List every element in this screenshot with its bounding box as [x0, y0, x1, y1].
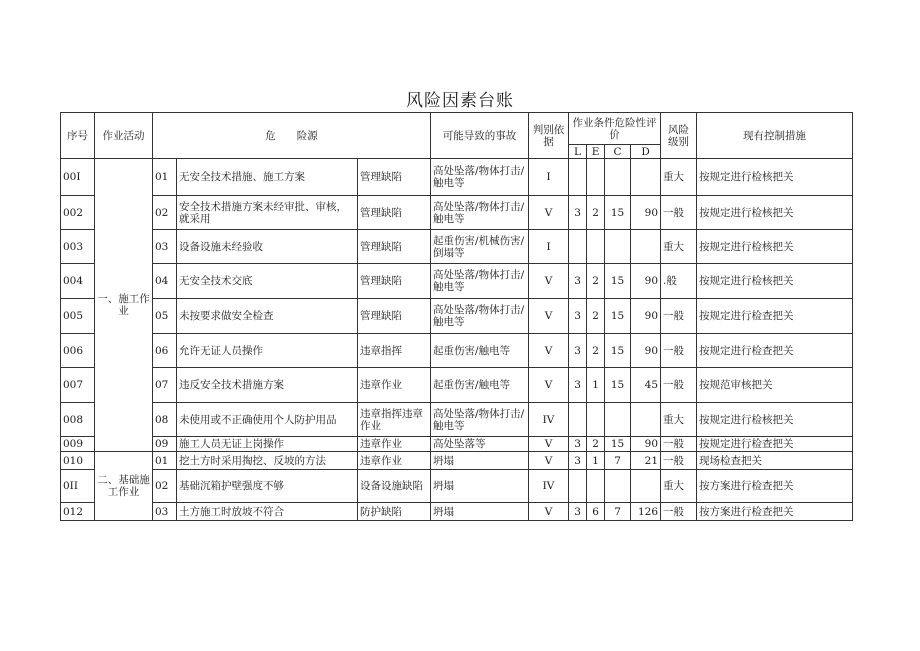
table-row [61, 470, 853, 503]
header-basis: 判别依据 [529, 113, 569, 159]
row-category: 管理缺陷 [358, 230, 431, 264]
row-desc: 未使用或不正确使用个人防护用品 [177, 403, 358, 437]
row-consequence: 高处坠落/物体打击/触电等 [431, 264, 529, 299]
row-category: 管理缺陷 [358, 299, 431, 334]
row-control: 按方案进行检查把关 [697, 470, 853, 503]
row-level: 一般 [661, 368, 697, 403]
row-e: 2 [587, 196, 605, 230]
row-d: 90 [631, 334, 661, 368]
row-sub: 01 [153, 452, 177, 470]
header-lec: 作业条件危险性评价 [569, 113, 661, 145]
row-l: 3 [569, 368, 587, 403]
row-c [605, 470, 631, 503]
row-basis: V [529, 437, 569, 452]
row-consequence: 高处坠落/物体打击/触电等 [431, 196, 529, 230]
row-e [587, 470, 605, 503]
row-c: 15 [605, 368, 631, 403]
header-hazard: 危 险源 [153, 113, 431, 159]
row-l [569, 470, 587, 503]
row-category: 违章指挥违章作业 [358, 403, 431, 437]
row-consequence: 起重伤害/触电等 [431, 334, 529, 368]
row-c: 15 [605, 334, 631, 368]
row-e [587, 230, 605, 264]
row-e: 2 [587, 299, 605, 334]
row-category: 设备设施缺陷 [358, 470, 431, 503]
row-d: 90 [631, 196, 661, 230]
row-basis: V [529, 264, 569, 299]
table-row [61, 452, 853, 470]
row-category: 违章作业 [358, 452, 431, 470]
row-consequence: 高处坠落/物体打击/触电等 [431, 159, 529, 196]
row-l [569, 159, 587, 196]
row-c [605, 159, 631, 196]
row-level: 一般 [661, 452, 697, 470]
header-seq: 序号 [61, 113, 95, 159]
row-desc: 未按要求做安全检查 [177, 299, 358, 334]
row-consequence: 起重伤害/机械伤害/倒塌等 [431, 230, 529, 264]
row-desc: 违反安全技术措施方案 [177, 368, 358, 403]
row-c: 15 [605, 437, 631, 452]
row-c: 15 [605, 264, 631, 299]
row-desc: 挖土方时采用掏挖、反坡的方法 [177, 452, 358, 470]
row-category: 管理缺陷 [358, 159, 431, 196]
row-sub: 03 [153, 503, 177, 521]
row-seq: 006 [61, 334, 95, 368]
header-activity: 作业活动 [95, 113, 153, 159]
row-control: 按规范审核把关 [697, 368, 853, 403]
table-row [61, 299, 853, 334]
header-consequence: 可能导致的事故 [431, 113, 529, 159]
row-c [605, 230, 631, 264]
row-e: 1 [587, 368, 605, 403]
row-level: 重大 [661, 403, 697, 437]
table-row [61, 368, 853, 403]
row-category: 管理缺陷 [358, 196, 431, 230]
row-control: 按规定进行检查把关 [697, 437, 853, 452]
row-control: 按规定进行检查把关 [697, 299, 853, 334]
row-sub: 05 [153, 299, 177, 334]
row-consequence: 高处坠落/物体打击/触电等 [431, 299, 529, 334]
row-consequence: 起重伤害/触电等 [431, 368, 529, 403]
row-e: 6 [587, 503, 605, 521]
row-l: 3 [569, 264, 587, 299]
row-l [569, 403, 587, 437]
row-sub: 01 [153, 159, 177, 196]
row-level: .般 [661, 264, 697, 299]
header-c: C [605, 145, 631, 159]
row-d [631, 159, 661, 196]
row-seq: 012 [61, 503, 95, 521]
row-c: 15 [605, 196, 631, 230]
table-row [61, 230, 853, 264]
row-d: 90 [631, 437, 661, 452]
row-desc: 无安全技术措施、施工方案 [177, 159, 358, 196]
row-basis: V [529, 196, 569, 230]
row-c: 7 [605, 503, 631, 521]
row-basis: V [529, 452, 569, 470]
row-desc: 无安全技术交底 [177, 264, 358, 299]
row-d: 45 [631, 368, 661, 403]
row-consequence: 高处坠落等 [431, 437, 529, 452]
row-d [631, 230, 661, 264]
row-d: 21 [631, 452, 661, 470]
row-category: 违章作业 [358, 368, 431, 403]
row-basis: V [529, 503, 569, 521]
row-category: 违章作业 [358, 437, 431, 452]
row-desc: 施工人员无证上岗操作 [177, 437, 358, 452]
row-l: 3 [569, 503, 587, 521]
row-sub: 04 [153, 264, 177, 299]
row-l: 3 [569, 334, 587, 368]
row-d: 90 [631, 299, 661, 334]
table-row [61, 403, 853, 437]
row-control: 按规定进行检查把关 [697, 334, 853, 368]
row-seq: 010 [61, 452, 95, 470]
row-consequence: 坍塌 [431, 470, 529, 503]
row-seq: 00I [61, 159, 95, 196]
row-sub: 02 [153, 196, 177, 230]
row-control: 按规定进行检核把关 [697, 264, 853, 299]
row-level: 一般 [661, 334, 697, 368]
row-consequence: 坍塌 [431, 452, 529, 470]
activity-group: 一、施工作业 [95, 159, 153, 452]
row-level: 重大 [661, 159, 697, 196]
row-l: 3 [569, 299, 587, 334]
row-l [569, 230, 587, 264]
row-sub: 07 [153, 368, 177, 403]
row-control: 现场检查把关 [697, 452, 853, 470]
row-basis: V [529, 299, 569, 334]
row-basis: V [529, 368, 569, 403]
row-e: 1 [587, 452, 605, 470]
row-control: 按方案进行检查把关 [697, 503, 853, 521]
header-e: E [587, 145, 605, 159]
risk-register-table [60, 112, 853, 521]
row-e: 2 [587, 334, 605, 368]
row-level: 一般 [661, 503, 697, 521]
row-consequence: 高处坠落/物体打击/触电等 [431, 403, 529, 437]
row-sub: 03 [153, 230, 177, 264]
row-seq: 0II [61, 470, 95, 503]
row-control: 按规定进行检核把关 [697, 196, 853, 230]
row-desc: 土方施工时放坡不符合 [177, 503, 358, 521]
row-control: 按规定进行检核把关 [697, 230, 853, 264]
row-c: 7 [605, 452, 631, 470]
row-desc: 设备设施未经验收 [177, 230, 358, 264]
table-row [61, 437, 853, 452]
row-seq: 002 [61, 196, 95, 230]
row-sub: 09 [153, 437, 177, 452]
document-title: 风险因素台账 [406, 91, 514, 111]
row-d [631, 470, 661, 503]
row-basis: V [529, 334, 569, 368]
row-e: 2 [587, 437, 605, 452]
table-row [61, 503, 853, 521]
row-l: 3 [569, 196, 587, 230]
row-basis: I [529, 230, 569, 264]
row-c: 15 [605, 299, 631, 334]
row-sub: 02 [153, 470, 177, 503]
row-d [631, 403, 661, 437]
row-control: 按规定进行检核把关 [697, 403, 853, 437]
header-level: 风险级别 [661, 113, 697, 159]
row-category: 管理缺陷 [358, 264, 431, 299]
table-row [61, 334, 853, 368]
header-l: L [569, 145, 587, 159]
row-seq: 009 [61, 437, 95, 452]
header-control: 现有控制措施 [697, 113, 853, 159]
row-desc: 允许无证人员操作 [177, 334, 358, 368]
row-seq: 005 [61, 299, 95, 334]
row-desc: 基础沉箱护壁强度不够 [177, 470, 358, 503]
row-basis: IV [529, 403, 569, 437]
row-level: 一般 [661, 437, 697, 452]
table-row [61, 196, 853, 230]
activity-group: 二、基础施工作业 [95, 452, 153, 521]
row-seq: 004 [61, 264, 95, 299]
row-desc: 安全技术措施方案未经审批、审核，就采用 [177, 196, 358, 230]
row-seq: 003 [61, 230, 95, 264]
row-level: 一般 [661, 299, 697, 334]
row-basis: I [529, 159, 569, 196]
row-l: 3 [569, 437, 587, 452]
row-consequence: 坍塌 [431, 503, 529, 521]
table-row [61, 264, 853, 299]
row-level: 一般 [661, 196, 697, 230]
row-d: 90 [631, 264, 661, 299]
row-level: 重大 [661, 470, 697, 503]
row-sub: 08 [153, 403, 177, 437]
row-category: 防护缺陷 [358, 503, 431, 521]
table-row [61, 159, 853, 196]
row-e [587, 403, 605, 437]
row-level: 重大 [661, 230, 697, 264]
row-seq: 007 [61, 368, 95, 403]
row-l: 3 [569, 452, 587, 470]
header-d: D [631, 145, 661, 159]
row-category: 违章指挥 [358, 334, 431, 368]
row-c [605, 403, 631, 437]
row-e: 2 [587, 264, 605, 299]
row-sub: 06 [153, 334, 177, 368]
row-basis: IV [529, 470, 569, 503]
row-d: 126 [631, 503, 661, 521]
row-seq: 008 [61, 403, 95, 437]
row-control: 按规定进行检核把关 [697, 159, 853, 196]
row-e [587, 159, 605, 196]
